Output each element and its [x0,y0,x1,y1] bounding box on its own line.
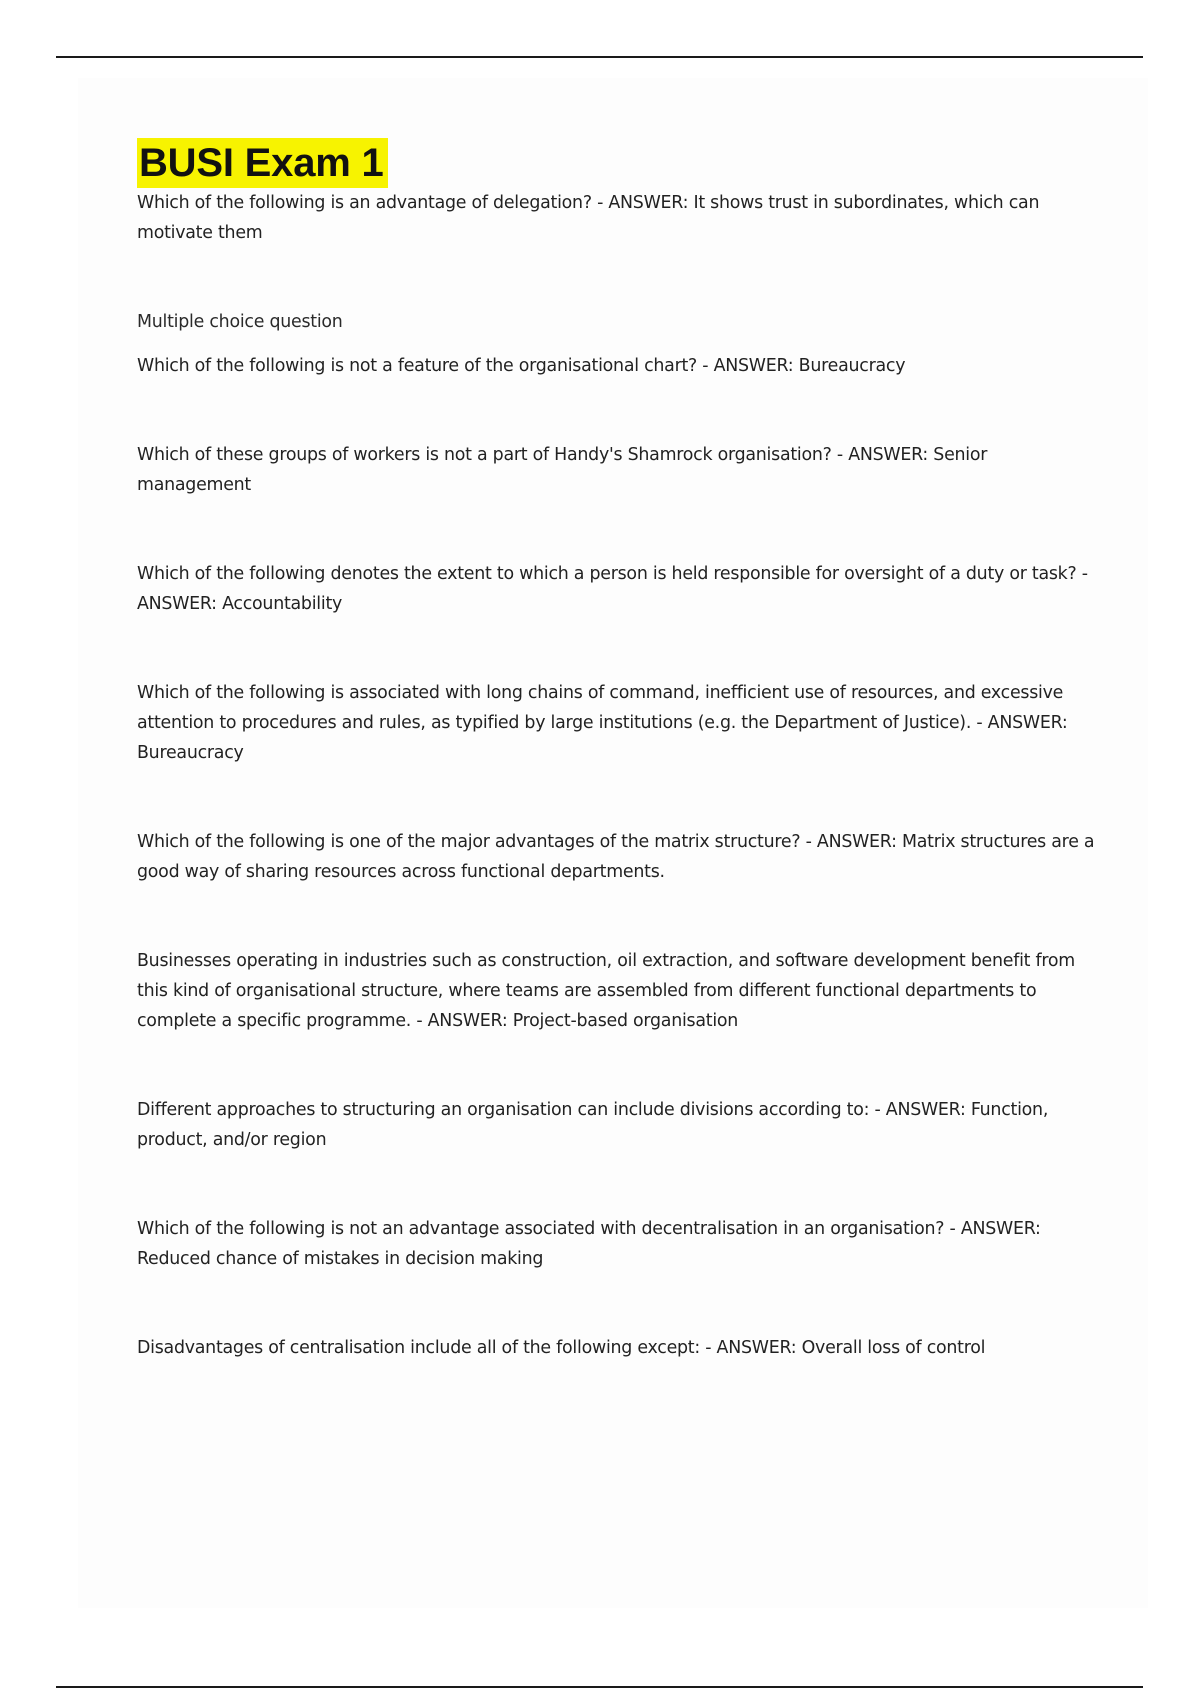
qa-item-2: Which of the following is not a feature of the organisational chart? - ANSWER: Bureaucracy [137,356,906,376]
qa-item-7: Businesses operating in industries such as construction, oil extraction, and software development benefit from this kind of organisational structure, where teams are assembled from different functional departments to complete a specific programme. - ANSWER: Project-based organisation [137,951,1075,1031]
top-rule [56,56,1143,58]
qa-item-5: Which of the following is associated with long chains of command, inefficient use of resources, and excessive attention to procedures and rules, as typified by large institutions (e.g. the Department of Justice). - ANSWER: Bureaucracy [137,683,1068,763]
qa-item-10: Disadvantages of centralisation include all of the following except: - ANSWER: Overall loss of control [137,1338,986,1358]
qa-item-3: Which of these groups of workers is not a part of Handy's Shamrock organisation? - ANSWER: Senior management [137,445,988,495]
document-title: BUSI Exam 1 [139,141,384,185]
title-highlight [137,138,388,188]
document-body [137,138,1097,1363]
qa-item-8: Different approaches to structuring an organisation can include divisions according to: - ANSWER: Function, product, and/or region [137,1100,1049,1150]
multiple-choice-note: Multiple choice question [137,312,343,332]
bottom-rule [56,1686,1143,1688]
qa-item-9: Which of the following is not an advantage associated with decentralisation in an organisation? - ANSWER: Reduced chance of mistakes in decision making [137,1219,1041,1269]
qa-item-4: Which of the following denotes the extent to which a person is held responsible for oversight of a duty or task? - ANSWER: Accountability [137,564,1088,614]
qa-item-1: Which of the following is an advantage of delegation? - ANSWER: It shows trust in subordinates, which can motivate them [137,193,1040,243]
qa-item-6: Which of the following is one of the major advantages of the matrix structure? - ANSWER: Matrix structures are a good way of sharing resources across functional departments. [137,832,1095,882]
